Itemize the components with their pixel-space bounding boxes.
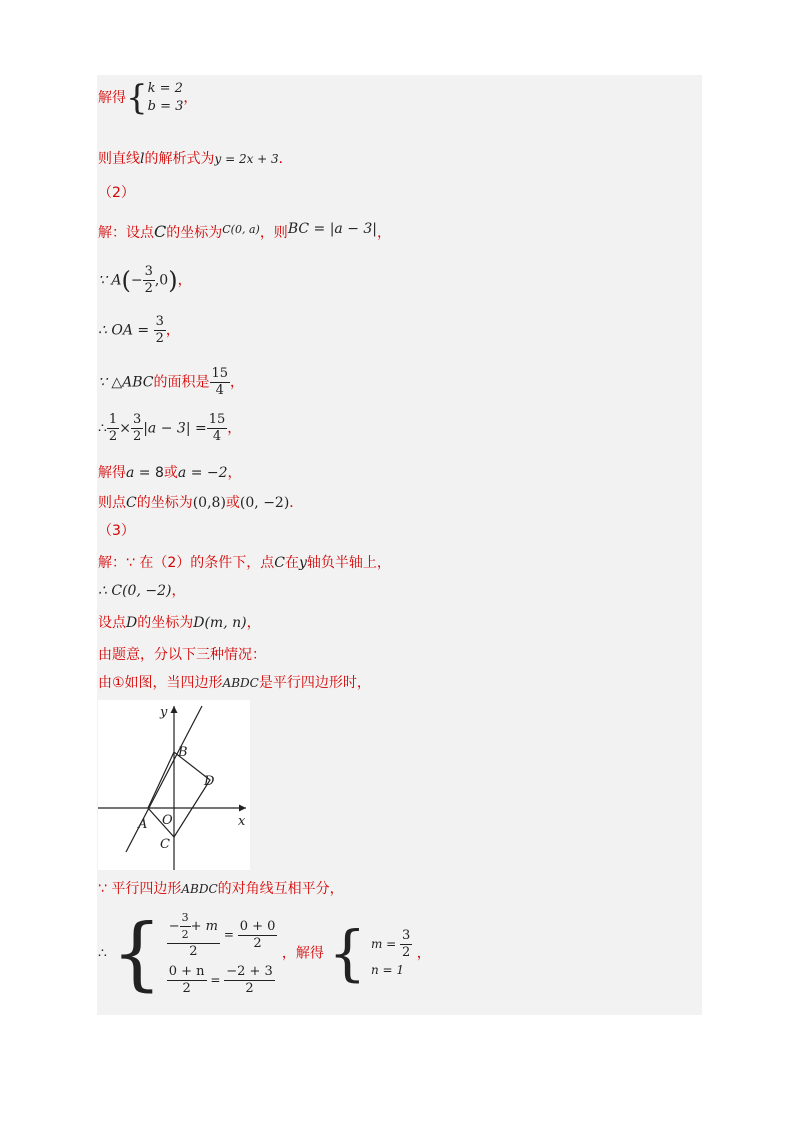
label-d: D xyxy=(204,774,215,789)
case-1-intro: 由①如图，当四边形ABDC是平行四边形时， xyxy=(98,675,371,691)
solve-a: 解得a = 8或a = −2， xyxy=(98,465,242,481)
parallelogram-abdc xyxy=(148,752,210,837)
part-3-heading: （3） xyxy=(98,523,135,539)
midpoint-system: ∴ { − $\frac{3}{2}$ + m 2 = $\frac{0 + 0}{2}$ $\frac{0 + n}{2}$ = $\frac{-2 + 3}{2}$ ，解得 { m = $\frac{3}{2}$ n = 1 ， xyxy=(98,906,431,1000)
oa-length: ∴ OA = $\frac{3}{2}$ ， xyxy=(98,314,180,346)
label-a: A xyxy=(138,817,148,832)
three-cases: 由题意，分以下三种情况： xyxy=(98,647,266,663)
c-point: ∴ C(0, −2)， xyxy=(98,583,186,599)
set-point-c: 解：设点C的坐标为$^{C(0, a)}$，则BC = |a − 3|， xyxy=(98,221,392,241)
set-point-d: 设点D的坐标为D(m, n)， xyxy=(98,615,261,631)
x-axis-label: x xyxy=(238,814,246,829)
label-b: B xyxy=(178,745,188,760)
point-c-coords: 则点C的坐标为(0,8)或(0, −2)． xyxy=(98,495,304,511)
content-panel xyxy=(97,75,702,1015)
part-2-heading: （2） xyxy=(98,185,135,201)
point-a: ∵ A(− $\frac{3}{2}$ ,0)， xyxy=(98,264,192,296)
y-axis-label: y xyxy=(160,705,168,720)
solution-k-b: 解得{ k = 2 b = 3 ， xyxy=(98,78,198,118)
c-on-negative-y: 解：∵ 在（2）的条件下，点C在y轴负半轴上， xyxy=(98,555,391,571)
line-equation: 则直线l的解析式为y = 2x + 3． xyxy=(98,151,293,167)
label-c: C xyxy=(160,837,170,852)
label-o: O xyxy=(162,813,173,828)
parallelogram-diagram xyxy=(98,700,250,870)
coordinate-figure xyxy=(98,700,250,870)
area-equation: ∴ $\frac{1}{2}$ × $\frac{3}{2}$ |a − 3| = $\frac{15}{4}$ ， xyxy=(98,412,242,444)
triangle-area: ∵ △ABC的面积是 $\frac{15}{4}$ ， xyxy=(98,366,245,398)
diagonals-bisect: ∵ 平行四边形ABDC的对角线互相平分， xyxy=(98,881,344,897)
